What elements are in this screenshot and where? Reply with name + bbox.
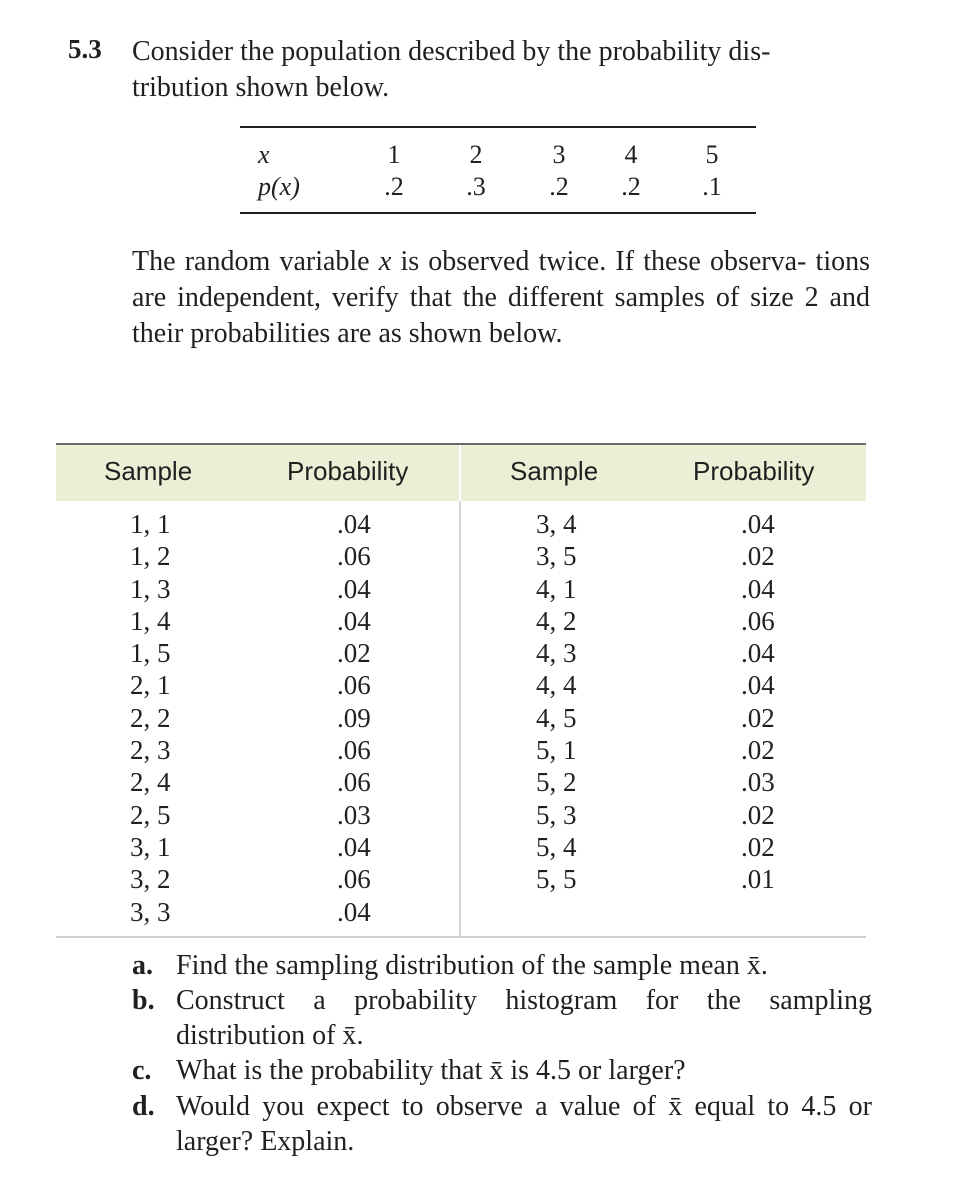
probability-cell: .04 — [337, 831, 371, 862]
probability-cell: .01 — [741, 864, 775, 895]
sample-cell: 1, 1 — [130, 509, 171, 539]
exercise-intro-line2: tribution shown below. — [132, 72, 390, 103]
probability-cell: .04 — [337, 573, 371, 604]
sample-cell: 4, 2 — [536, 605, 577, 636]
probability-cell: .02 — [741, 799, 775, 830]
probability-cell: .04 — [741, 638, 775, 669]
header-probability-right: Probability — [693, 456, 815, 486]
x-value: 5 — [705, 140, 719, 169]
sample-cell: 4, 1 — [536, 573, 577, 604]
x-value: 2 — [469, 140, 483, 169]
p-value: .2 — [549, 172, 569, 201]
x-label: x — [258, 140, 270, 169]
population-x-row — [0, 140, 968, 170]
sample-cell: 1, 3 — [130, 573, 171, 604]
question-text: Would you expect to observe a value of x̄ equal to 4.5 or larger? Explain. — [176, 1091, 872, 1157]
probability-cell: .04 — [337, 896, 371, 927]
sample-cell: 3, 2 — [130, 864, 171, 895]
question-text: Construct a probability histogram for the sampling distribution of x̄. — [176, 985, 872, 1051]
exercise-intro — [132, 34, 872, 106]
population-table-bottom-rule — [240, 212, 756, 214]
probability-cell: .06 — [337, 735, 371, 766]
probability-cell: .09 — [337, 702, 371, 733]
x-value: 3 — [552, 140, 566, 169]
header-divider — [459, 445, 461, 501]
probability-cell: .06 — [337, 864, 371, 895]
right-probabilities-column — [741, 508, 775, 896]
probability-cell: .04 — [337, 605, 371, 636]
question-label: d. — [132, 1091, 155, 1122]
sample-cell: 3, 3 — [130, 896, 171, 927]
sample-table-bottom-rule — [56, 936, 866, 938]
paragraph-independence — [132, 244, 870, 352]
exercise-number: 5.3 — [68, 34, 102, 64]
body-divider — [459, 501, 461, 937]
sample-cell: 2, 2 — [130, 702, 171, 733]
question-label: c. — [132, 1055, 152, 1086]
probability-cell: .02 — [741, 735, 775, 766]
sample-cell: 5, 5 — [536, 864, 577, 895]
p-value: .2 — [384, 172, 404, 201]
probability-cell: .02 — [741, 831, 775, 862]
x-value: 4 — [624, 140, 638, 169]
probability-cell: .06 — [337, 767, 371, 798]
p-value: .1 — [702, 172, 722, 201]
exercise-intro-line1: Consider the population described by the probability dis- — [132, 36, 771, 67]
sample-cell: 5, 2 — [536, 767, 577, 798]
probability-cell: .02 — [741, 541, 775, 572]
question-c — [132, 1053, 872, 1088]
p-value: .3 — [466, 172, 486, 201]
probability-cell: .03 — [741, 767, 775, 798]
p-label: p(x) — [258, 172, 300, 201]
question-d — [132, 1089, 872, 1159]
question-text: Find the sampling distribution of the sample mean x̄. — [176, 950, 768, 981]
question-label: a. — [132, 950, 153, 981]
right-samples-column — [536, 508, 577, 896]
sample-cell: 1, 5 — [130, 638, 171, 669]
sample-cell: 5, 1 — [536, 735, 577, 766]
probability-cell: .06 — [337, 541, 371, 572]
probability-cell: .04 — [741, 573, 775, 604]
header-sample-left: Sample — [104, 456, 193, 486]
sample-cell: 4, 3 — [536, 638, 577, 669]
question-a — [132, 948, 872, 983]
sample-cell: 2, 5 — [130, 799, 171, 830]
p-value: .2 — [621, 172, 641, 201]
sample-cell: 3, 5 — [536, 541, 577, 572]
probability-cell: .03 — [337, 799, 371, 830]
sample-cell: 2, 1 — [130, 670, 171, 701]
sample-cell: 1, 2 — [130, 541, 171, 572]
population-table-top-rule — [240, 126, 756, 128]
probability-cell: .04 — [337, 509, 371, 539]
population-p-row — [0, 172, 968, 202]
sample-cell: 4, 4 — [536, 670, 577, 701]
probability-cell: .04 — [741, 670, 775, 701]
probability-cell: .06 — [741, 605, 775, 636]
sample-cell: 2, 4 — [130, 767, 171, 798]
probability-cell: .02 — [741, 702, 775, 733]
header-probability-left: Probability — [287, 456, 409, 486]
probability-cell: .04 — [741, 509, 775, 539]
left-samples-column — [130, 508, 171, 928]
sample-cell: 5, 3 — [536, 799, 577, 830]
sample-cell: 4, 5 — [536, 702, 577, 733]
sample-cell: 1, 4 — [130, 605, 171, 636]
question-b — [132, 983, 872, 1053]
variable-x: x — [378, 246, 392, 277]
paragraph-part: The random variable — [132, 246, 379, 277]
sample-cell: 5, 4 — [536, 831, 577, 862]
question-text: What is the probability that x̄ is 4.5 or larger? — [176, 1055, 686, 1086]
sample-cell: 3, 1 — [130, 831, 171, 862]
paragraph-part: is observed twice. If these observa- tions are independent, verify that the different samples of size 2 and their probabilities are as shown below. — [132, 246, 871, 349]
sample-cell: 3, 4 — [536, 509, 577, 539]
probability-cell: .02 — [337, 638, 371, 669]
left-probabilities-column — [337, 508, 371, 928]
header-sample-right: Sample — [510, 456, 599, 486]
question-label: b. — [132, 985, 155, 1016]
sample-cell: 2, 3 — [130, 735, 171, 766]
x-value: 1 — [387, 140, 401, 169]
probability-cell: .06 — [337, 670, 371, 701]
